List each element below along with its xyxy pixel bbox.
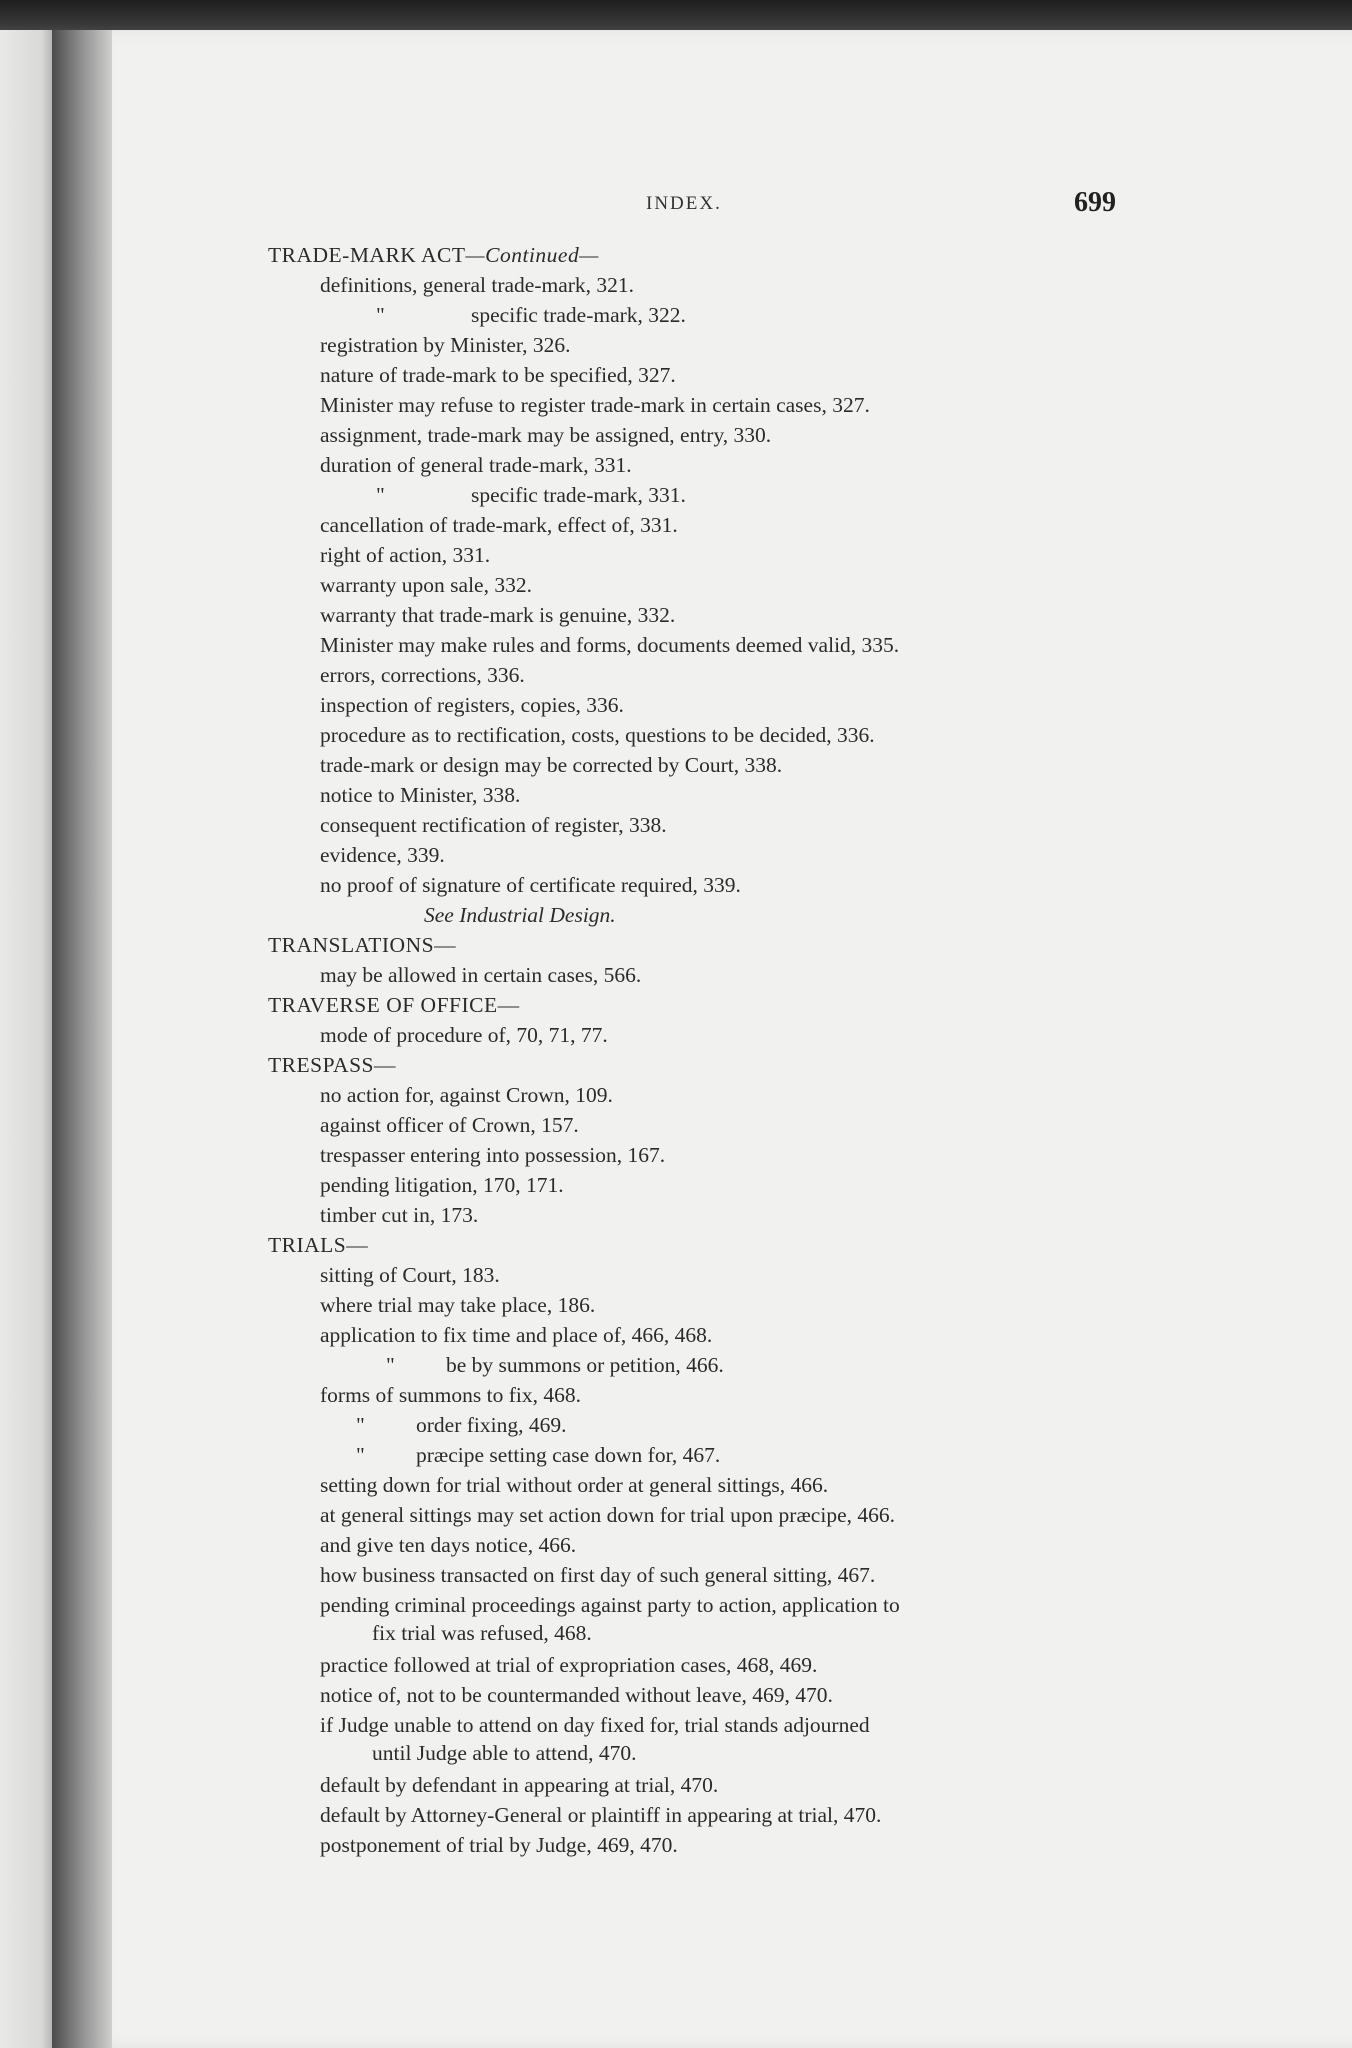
index-entry: postponement of trial by Judge, 469, 470.	[320, 1833, 678, 1857]
index-entry: against officer of Crown, 157.	[320, 1113, 579, 1137]
index-entry: duration of general trade-mark, 331.	[320, 453, 632, 477]
index-entry: default by Attorney-General or plaintiff in appearing at trial, 470.	[320, 1803, 882, 1827]
ditto-mark: "	[356, 1413, 365, 1437]
index-entry: pending litigation, 170, 171.	[320, 1173, 564, 1197]
index-entry: setting down for trial without order at general sittings, 466.	[320, 1473, 829, 1497]
index-entry: where trial may take place, 186.	[320, 1293, 596, 1317]
index-entry: mode of procedure of, 70, 71, 77.	[320, 1023, 608, 1047]
index-entry: forms of summons to fix, 468.	[320, 1383, 581, 1407]
index-entry: timber cut in, 173.	[320, 1203, 479, 1227]
index-entry: at general sittings may set action down for trial upon præcipe, 466.	[320, 1503, 895, 1527]
index-entry: warranty that trade-mark is genuine, 332.	[320, 603, 676, 627]
index-entry: right of action, 331.	[320, 543, 491, 567]
entry-text: be by summons or petition, 466.	[446, 1353, 724, 1377]
ditto-mark: "	[376, 303, 385, 327]
entry-text: specific trade-mark, 331.	[471, 483, 686, 507]
index-entry: procedure as to rectification, costs, questions to be decided, 336.	[320, 723, 875, 747]
index-entry: practice followed at trial of expropriation cases, 468, 469.	[320, 1653, 818, 1677]
entry-text: order fixing, 469.	[416, 1413, 567, 1437]
index-entry: cancellation of trade-mark, effect of, 331.	[320, 513, 678, 537]
index-entry: trespasser entering into possession, 167.	[320, 1143, 666, 1167]
index-entry: application to fix time and place of, 466, 468.	[320, 1323, 713, 1347]
index-entry: notice of, not to be countermanded without leave, 469, 470.	[320, 1683, 833, 1707]
heading-text: TRADE-MARK ACT	[268, 243, 466, 267]
page-number: 699	[1074, 187, 1116, 218]
index-entry: may be allowed in certain cases, 566.	[320, 963, 642, 987]
page-header	[0, 187, 1352, 223]
index-entry: notice to Minister, 338.	[320, 783, 521, 807]
running-head: INDEX.	[646, 193, 722, 214]
see-also-reference: See Industrial Design.	[424, 903, 616, 927]
ditto-mark: "	[356, 1443, 365, 1467]
continued-label: —Continued—	[465, 243, 599, 267]
ditto-mark: "	[386, 1353, 395, 1377]
index-entry: evidence, 339.	[320, 843, 445, 867]
index-entry: nature of trade-mark to be specified, 327.	[320, 363, 676, 387]
index-entry: assignment, trade-mark may be assigned, entry, 330.	[320, 423, 772, 447]
index-entry: if Judge unable to attend on day fixed for, trial stands adjourned	[320, 1713, 870, 1737]
index-entry: consequent rectification of register, 338.	[320, 813, 667, 837]
index-entry: no action for, against Crown, 109.	[320, 1083, 613, 1107]
index-entry: trade-mark or design may be corrected by Court, 338.	[320, 753, 783, 777]
index-entry-continuation: until Judge able to attend, 470.	[372, 1741, 637, 1765]
index-entry	[356, 1410, 566, 1440]
entry-text: specific trade-mark, 322.	[471, 303, 686, 327]
index-heading-trade-mark	[268, 240, 599, 270]
index-entry: inspection of registers, copies, 336.	[320, 693, 624, 717]
index-entry: no proof of signature of certificate required, 339.	[320, 873, 741, 897]
index-entry	[386, 1350, 724, 1380]
index-heading-trials: TRIALS—	[268, 1233, 369, 1257]
book-page	[70, 30, 1352, 2048]
index-entry: Minister may make rules and forms, documents deemed valid, 335.	[320, 633, 900, 657]
index-entry	[376, 480, 686, 510]
entry-text: præcipe setting case down for, 467.	[416, 1443, 721, 1467]
index-entry: Minister may refuse to register trade-mark in certain cases, 327.	[320, 393, 870, 417]
index-entry	[376, 300, 686, 330]
facing-page-edge	[0, 30, 60, 2048]
index-entry: how business transacted on first day of such general sitting, 467.	[320, 1563, 876, 1587]
index-entry	[356, 1440, 720, 1470]
index-entry: warranty upon sale, 332.	[320, 573, 532, 597]
book-gutter	[52, 30, 112, 2048]
index-heading-translations: TRANSLATIONS—	[268, 933, 457, 957]
index-entry: errors, corrections, 336.	[320, 663, 525, 687]
ditto-mark: "	[376, 483, 385, 507]
index-entry: and give ten days notice, 466.	[320, 1533, 577, 1557]
index-entry: definitions, general trade-mark, 321.	[320, 273, 635, 297]
index-entry: registration by Minister, 326.	[320, 333, 571, 357]
index-heading-trespass: TRESPASS—	[268, 1053, 396, 1077]
index-entry: default by defendant in appearing at trial, 470.	[320, 1773, 719, 1797]
index-entry: sitting of Court, 183.	[320, 1263, 500, 1287]
index-entry: pending criminal proceedings against party to action, application to	[320, 1593, 900, 1617]
index-heading-traverse: TRAVERSE OF OFFICE—	[268, 993, 520, 1017]
index-entry-continuation: fix trial was refused, 468.	[372, 1621, 592, 1645]
